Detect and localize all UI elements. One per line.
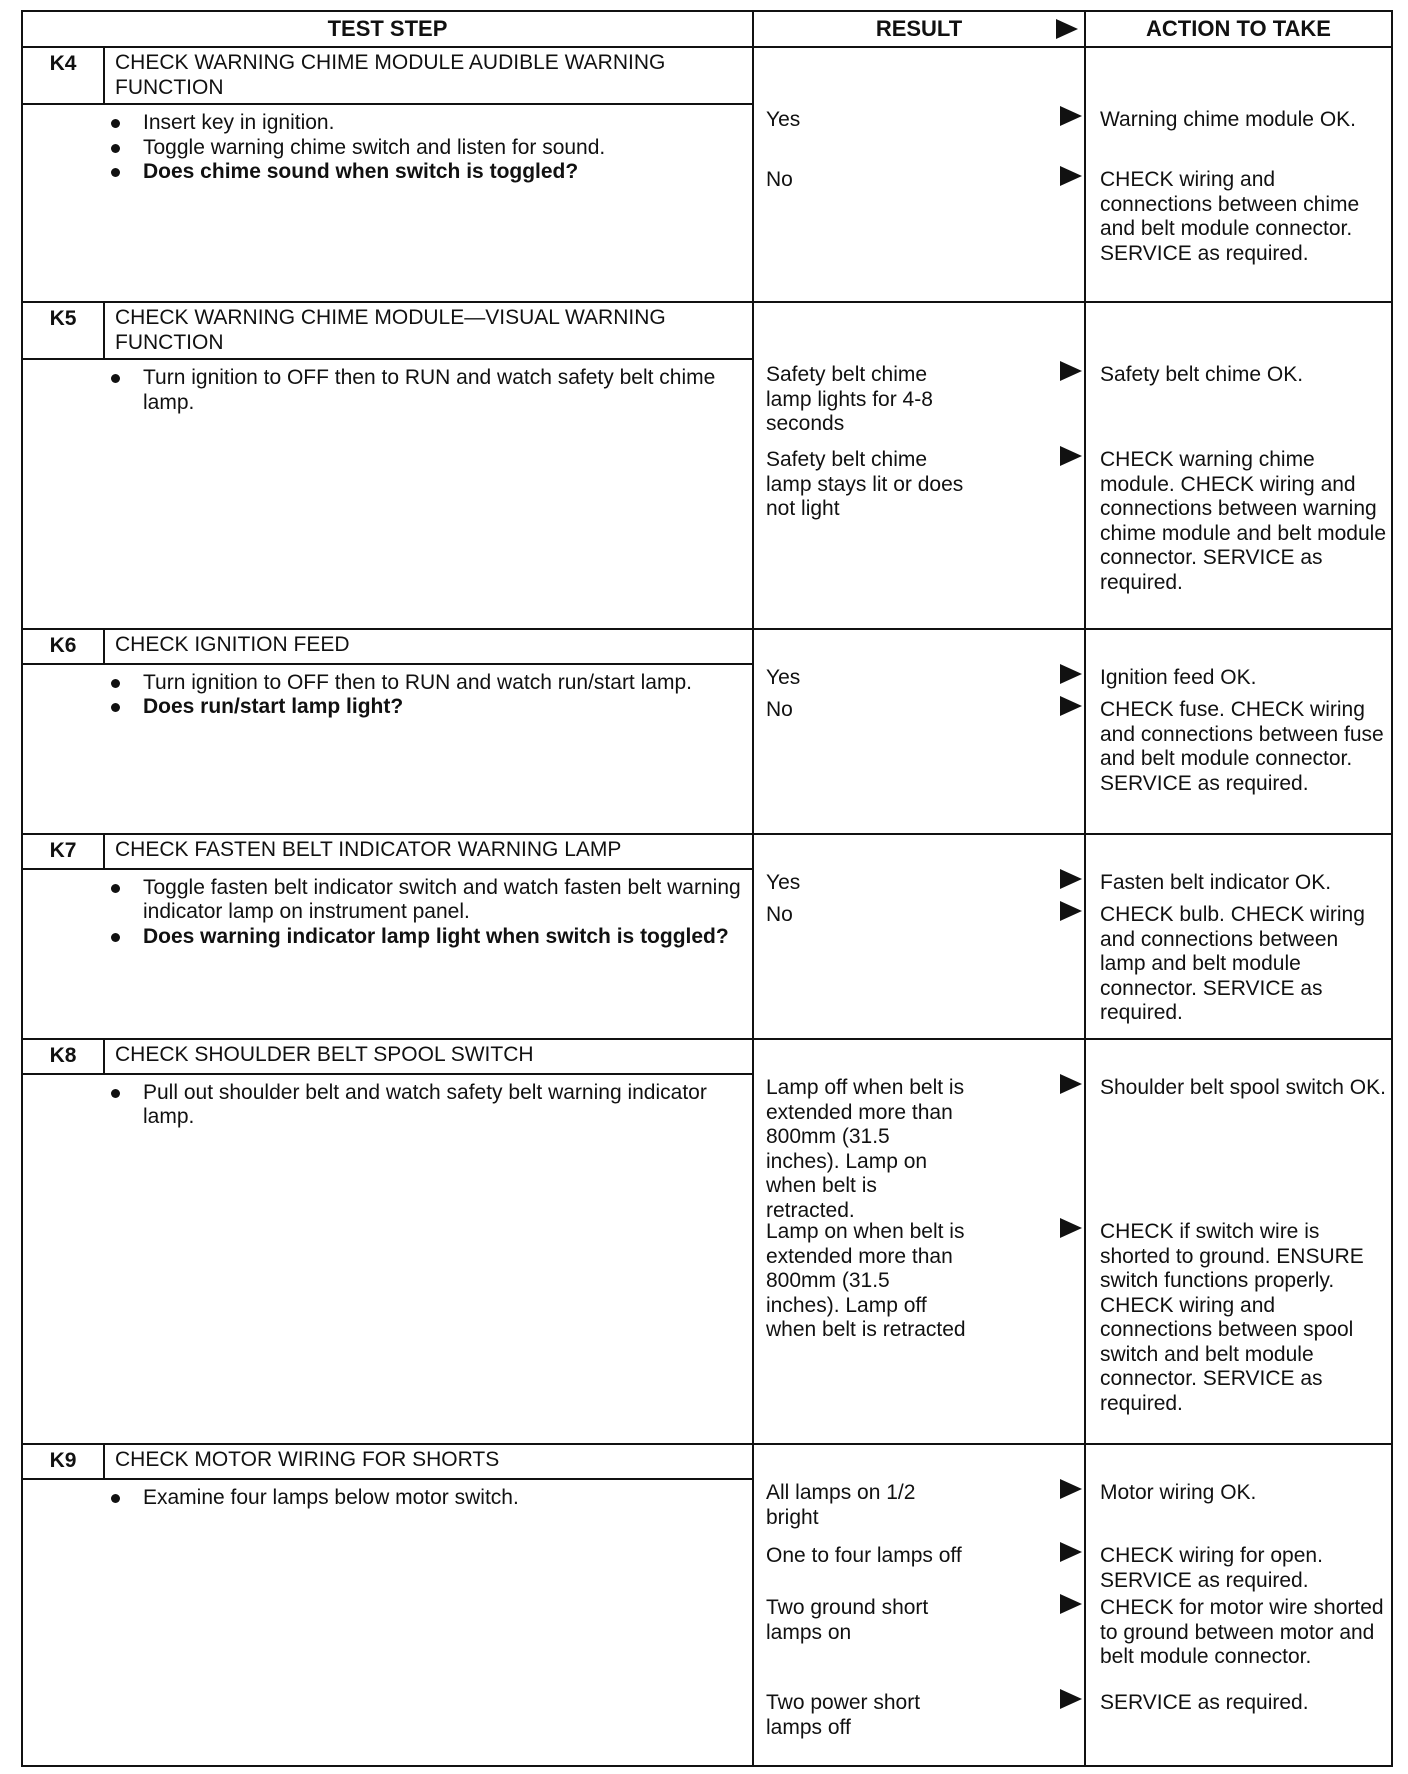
step-title: CHECK WARNING CHIME MODULE—VISUAL WARNING FUNCTION	[115, 306, 666, 354]
test-step-cell	[22, 1444, 753, 1766]
arrow-right-icon	[1060, 446, 1082, 466]
step-title: CHECK WARNING CHIME MODULE AUDIBLE WARNING FUNCTION	[115, 51, 666, 99]
step-instructions	[103, 360, 752, 421]
step-instruction	[103, 1081, 742, 1130]
action-cell	[1085, 1444, 1392, 1766]
arrow-right-icon	[1060, 166, 1082, 186]
result-text: No	[766, 903, 793, 926]
instruction-text: Pull out shoulder belt and watch safety belt warning indicator lamp.	[143, 1080, 707, 1128]
action-text: CHECK wiring for open. SERVICE as required.	[1100, 1544, 1323, 1592]
result-text: Lamp off when belt is extended more than 800mm (31.5 inches). Lamp on when belt is retracted.	[766, 1076, 965, 1222]
bullet-icon	[111, 703, 120, 712]
step-instruction	[103, 366, 742, 415]
step-title: CHECK SHOULDER BELT SPOOL SWITCH	[115, 1043, 534, 1066]
result-cell	[753, 47, 1085, 302]
test-step-row	[22, 834, 1392, 1039]
instruction-text: Does warning indicator lamp light when switch is toggled?	[143, 924, 729, 948]
result-cell	[753, 1039, 1085, 1444]
test-step-row	[22, 47, 1392, 302]
result-text: Safety belt chime lamp stays lit or does not light	[766, 448, 964, 520]
arrow-right-icon	[1056, 19, 1078, 39]
result-cell	[753, 302, 1085, 629]
test-step-row	[22, 1444, 1392, 1766]
action-text: CHECK if switch wire is shorted to ground. ENSURE switch functions properly. CHECK wiring and connections between spool switch and belt module connector. SERVICE as required.	[1100, 1220, 1364, 1415]
action-cell	[1085, 1039, 1392, 1444]
step-instructions	[103, 1480, 752, 1517]
step-instructions	[103, 665, 752, 726]
bullet-icon	[111, 679, 120, 688]
action-text: CHECK warning chime module. CHECK wiring and connections between warning chime module and belt module connector. SERVICE as required.	[1100, 448, 1387, 594]
step-instruction	[103, 1486, 742, 1511]
step-title: CHECK MOTOR WIRING FOR SHORTS	[115, 1448, 500, 1471]
step-id: K6	[23, 630, 105, 663]
step-title: CHECK IGNITION FEED	[115, 633, 350, 656]
step-heading	[23, 48, 752, 105]
step-id: K4	[23, 48, 105, 103]
step-heading	[23, 1040, 752, 1075]
arrow-right-icon	[1060, 361, 1082, 381]
arrow-right-icon	[1060, 106, 1082, 126]
action-text: Safety belt chime OK.	[1100, 363, 1304, 386]
step-instructions	[103, 870, 752, 956]
step-instruction	[103, 136, 742, 161]
test-step-row	[22, 629, 1392, 834]
action-text: CHECK bulb. CHECK wiring and connections between lamp and belt module connector. SERVICE as required.	[1100, 903, 1365, 1024]
header-result	[753, 11, 1085, 47]
test-step-cell	[22, 47, 753, 302]
test-step-row	[22, 1039, 1392, 1444]
step-instruction	[103, 876, 742, 925]
arrow-right-icon	[1060, 1479, 1082, 1499]
step-instruction	[103, 671, 742, 696]
result-text: One to four lamps off	[766, 1544, 962, 1567]
action-text: Fasten belt indicator OK.	[1100, 871, 1332, 894]
arrow-right-icon	[1060, 1689, 1082, 1709]
header-test-step: TEST STEP	[22, 11, 753, 47]
result-text: Two power short lamps off	[766, 1691, 921, 1739]
header-result-label: RESULT	[875, 16, 963, 42]
bullet-icon	[111, 933, 120, 942]
arrow-right-icon	[1060, 1542, 1082, 1562]
step-question	[103, 695, 742, 720]
action-text: Motor wiring OK.	[1100, 1481, 1257, 1504]
arrow-right-icon	[1060, 1218, 1082, 1238]
arrow-right-icon	[1060, 696, 1082, 716]
bullet-icon	[111, 144, 120, 153]
action-cell	[1085, 834, 1392, 1039]
action-cell	[1085, 629, 1392, 834]
arrow-right-icon	[1060, 901, 1082, 921]
step-heading	[23, 303, 752, 360]
action-text: Ignition feed OK.	[1100, 666, 1257, 689]
step-id: K9	[23, 1445, 105, 1478]
instruction-text: Turn ignition to OFF then to RUN and watch safety belt chime lamp.	[143, 366, 716, 414]
action-text: Shoulder belt spool switch OK.	[1100, 1076, 1386, 1099]
bullet-icon	[111, 1494, 120, 1503]
arrow-right-icon	[1060, 869, 1082, 889]
result-text: Yes	[766, 871, 801, 894]
step-heading	[23, 630, 752, 665]
arrow-right-icon	[1060, 1074, 1082, 1094]
test-step-cell	[22, 629, 753, 834]
instruction-text: Does run/start lamp light?	[143, 695, 404, 718]
step-title: CHECK FASTEN BELT INDICATOR WARNING LAMP	[115, 838, 622, 861]
bullet-icon	[111, 119, 120, 128]
action-text: CHECK wiring and connections between chime and belt module connector. SERVICE as required.	[1100, 168, 1360, 265]
instruction-text: Examine four lamps below motor switch.	[143, 1485, 519, 1509]
result-cell	[753, 1444, 1085, 1766]
result-text: Yes	[766, 666, 801, 689]
table-header-row	[22, 11, 1392, 47]
instruction-text: Turn ignition to OFF then to RUN and watch run/start lamp.	[143, 670, 692, 694]
result-text: Lamp on when belt is extended more than 800mm (31.5 inches). Lamp off when belt is retracted	[766, 1220, 966, 1341]
instruction-text: Toggle fasten belt indicator switch and watch fasten belt warning indicator lamp on instrument panel.	[143, 875, 741, 923]
bullet-icon	[111, 884, 120, 893]
result-cell	[753, 629, 1085, 834]
step-instructions	[103, 1075, 752, 1136]
step-id: K8	[23, 1040, 105, 1073]
instruction-text: Insert key in ignition.	[143, 111, 335, 134]
result-cell	[753, 834, 1085, 1039]
action-text: CHECK fuse. CHECK wiring and connections between fuse and belt module connector. SERVICE as required.	[1100, 698, 1384, 795]
instruction-text: Toggle warning chime switch and listen for sound.	[143, 135, 606, 159]
result-text: Safety belt chime lamp lights for 4-8 seconds	[766, 363, 933, 435]
step-instructions	[103, 105, 752, 191]
result-text: No	[766, 168, 793, 191]
test-step-cell	[22, 302, 753, 629]
instruction-text: Does chime sound when switch is toggled?	[143, 160, 579, 183]
result-text: No	[766, 698, 793, 721]
step-question	[103, 925, 742, 950]
test-step-cell	[22, 834, 753, 1039]
step-question	[103, 160, 742, 185]
arrow-right-icon	[1060, 1594, 1082, 1614]
step-heading	[23, 835, 752, 870]
bullet-icon	[111, 1089, 120, 1098]
action-text: SERVICE as required.	[1100, 1691, 1309, 1714]
bullet-icon	[111, 168, 120, 177]
diagnostic-table-page	[21, 10, 1391, 1764]
step-id: K7	[23, 835, 105, 868]
result-text: Two ground short lamps on	[766, 1596, 929, 1644]
step-heading	[23, 1445, 752, 1480]
action-text: CHECK for motor wire shorted to ground between motor and belt module connector.	[1100, 1596, 1384, 1668]
action-cell	[1085, 302, 1392, 629]
result-text: Yes	[766, 108, 801, 131]
result-text: All lamps on 1/2 bright	[766, 1481, 916, 1529]
bullet-icon	[111, 374, 120, 383]
diagnostic-table	[21, 10, 1393, 1767]
step-id: K5	[23, 303, 105, 358]
header-action: ACTION TO TAKE	[1085, 11, 1392, 47]
arrow-right-icon	[1060, 664, 1082, 684]
test-step-cell	[22, 1039, 753, 1444]
action-text: Warning chime module OK.	[1100, 108, 1356, 131]
test-step-row	[22, 302, 1392, 629]
step-instruction	[103, 111, 742, 136]
action-cell	[1085, 47, 1392, 302]
